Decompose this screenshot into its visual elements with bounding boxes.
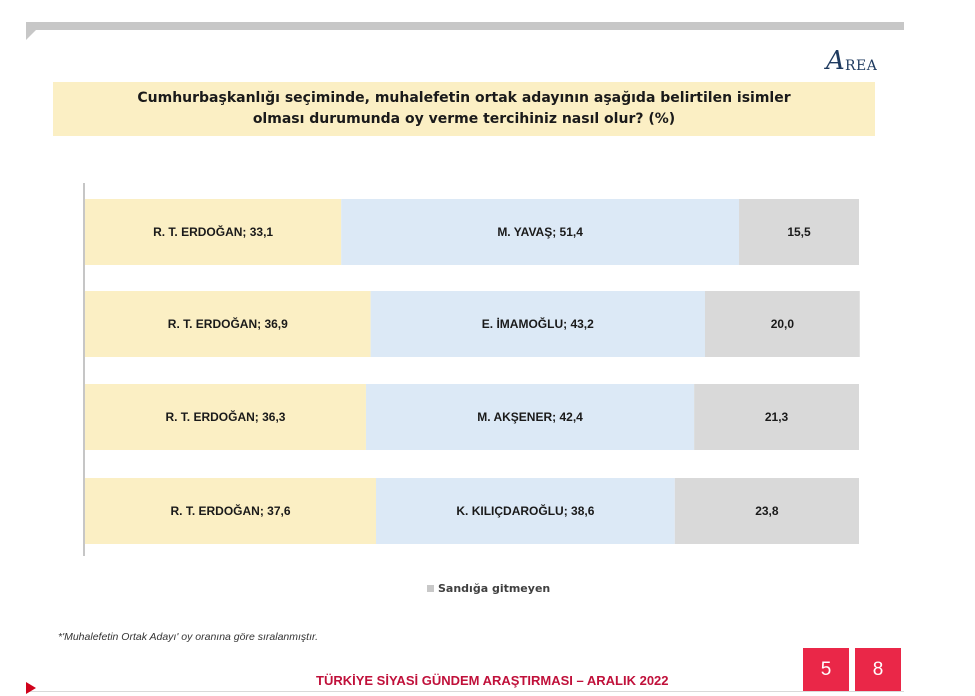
data-label-abstain-row-1: 15,5	[787, 225, 811, 239]
page-number-digit-2: 8	[855, 648, 901, 692]
legend-swatch-abstain	[427, 585, 434, 592]
legend-label-abstain: Sandığa gitmeyen	[438, 582, 551, 595]
logo-initial: A	[826, 46, 845, 76]
data-label-opposition-row-2: E. İMAMOĞLU; 43,2	[481, 317, 594, 331]
footnote: *'Muhalefetin Ortak Adayı' oy oranına göre sıralanmıştır.	[58, 631, 319, 643]
data-label-erdogan-row-2: R. T. ERDOĞAN; 36,9	[167, 317, 288, 331]
chart-legend	[427, 582, 550, 595]
data-label-abstain-row-2: 20,0	[770, 317, 795, 331]
data-label-erdogan-row-3: R. T. ERDOĞAN; 36,3	[165, 410, 286, 424]
data-label-opposition-row-3: M. AKŞENER; 42,4	[477, 410, 583, 424]
page-number-digit-1: 5	[803, 648, 849, 692]
data-label-erdogan-row-4: R. T. ERDOĞAN; 37,6	[170, 504, 291, 518]
data-label-opposition-row-1: M. YAVAŞ; 51,4	[497, 225, 583, 239]
footer-survey-title: TÜRKİYE SİYASİ GÜNDEM ARAŞTIRMASI – ARALIK 2022	[316, 673, 669, 688]
data-label-abstain-row-4: 23,8	[755, 504, 779, 518]
data-label-opposition-row-4: K. KILIÇDAROĞLU; 38,6	[456, 504, 595, 518]
chart-title: Cumhurbaşkanlığı seçiminde, muhalefetin ortak adayının aşağıda belirtilen isimler olması durumunda oy verme tercihiniz nasıl olur? (%)	[137, 90, 791, 127]
footer-corner-triangle	[26, 682, 36, 694]
logo-text: REA	[845, 58, 878, 74]
data-label-abstain-row-3: 21,3	[764, 410, 789, 424]
data-label-erdogan-row-1: R. T. ERDOĞAN; 33,1	[153, 225, 274, 239]
footer-line	[26, 691, 904, 692]
